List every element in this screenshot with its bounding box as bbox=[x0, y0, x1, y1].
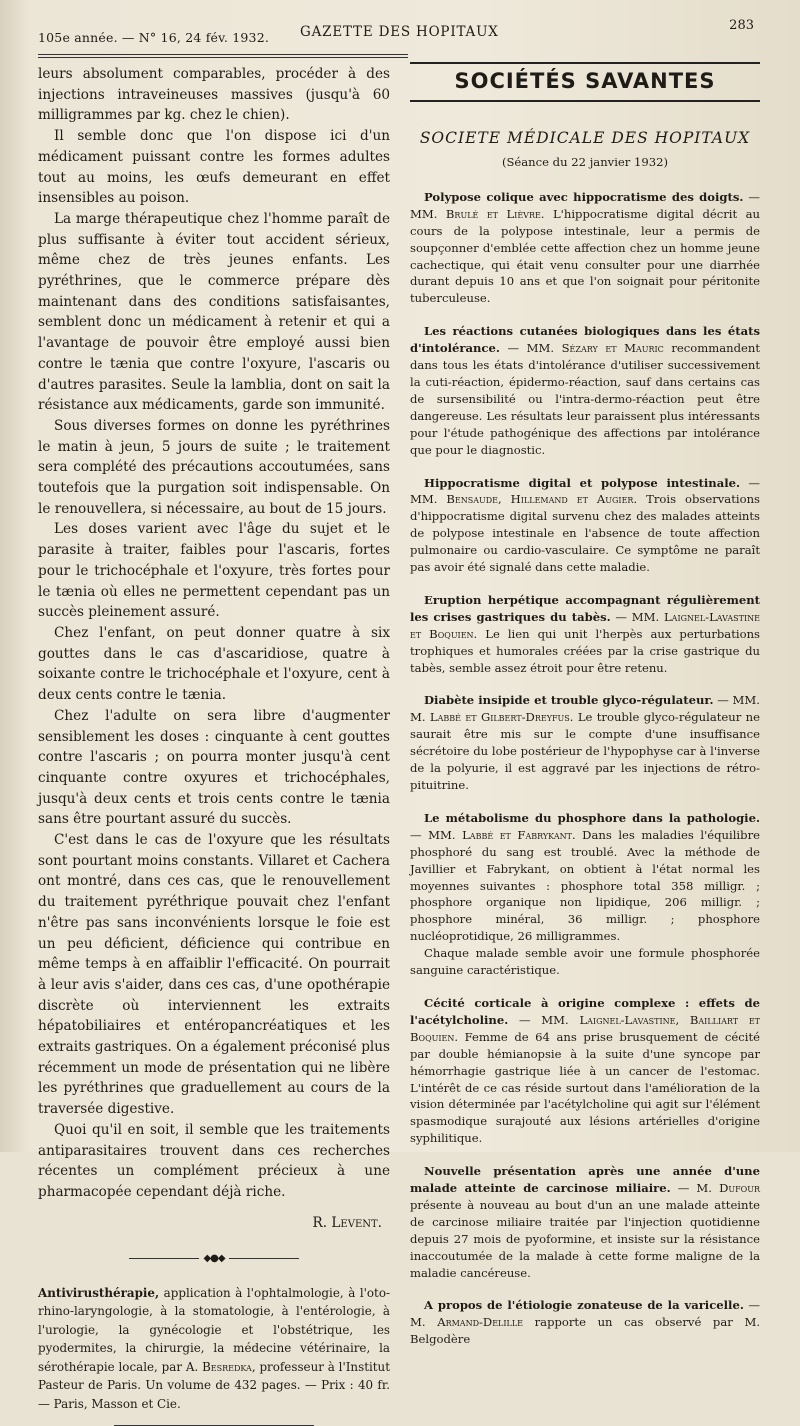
communication-prefix: — M. bbox=[410, 1298, 760, 1330]
society-name: SOCIETE MÉDICALE DES HOPITAUX bbox=[419, 129, 751, 147]
issue-info: 105e année. — N° 16, 24 fév. 1932. bbox=[38, 30, 270, 45]
paragraph: Il semble donc que l'on dispose ici d'un médicament puissant contre les formes adultes tout au moins, les œufs demeurant en effet insensibles au poison. bbox=[38, 128, 390, 207]
communication-prefix: — MM. bbox=[410, 189, 761, 221]
communication-entry bbox=[410, 475, 760, 576]
communication-authors: Armand-Delille bbox=[437, 1315, 523, 1330]
right-column bbox=[410, 62, 760, 1364]
communication-title: Le métabolisme du phosphore dans la pathologie. bbox=[424, 810, 760, 825]
communication-prefix: — MM. bbox=[610, 609, 664, 624]
communication-authors: Laignel-Lavastine, Bailliart et Boquien. bbox=[410, 1012, 760, 1044]
communication-text: Dans les maladies l'équilibre phosphoré du sang est troublé. Avec la méthode de Javillier et Fabrykant, on obtient à l'état normal les moyennes suivantes : phosphore total 358 milligr. ; phosphore organique non lipidique, 206 milligr. ; phosphore minéral, 36 milligr. ; phosphore nucléoprotidique, 26 milligrammes. bbox=[410, 827, 760, 944]
paragraph: Chez l'enfant, on peut donner quatre à six gouttes dans le cas d'ascaridiose, quatre à soixante contre le trichocéphale et l'oxyure, cent à deux cents contre le tænia. bbox=[38, 624, 390, 704]
communication-title: Nouvelle présentation après une année d'une malade atteinte de carcinose miliaire. bbox=[410, 1164, 760, 1196]
communication-prefix: — MM. bbox=[410, 475, 761, 507]
communication-entry bbox=[410, 810, 760, 945]
communication-title: Hippocratisme digital et polypose intestinale. bbox=[424, 475, 741, 490]
communication-authors: Bensaude, Hillemand et Augier. bbox=[446, 492, 638, 507]
communication-authors: Brulé et Lièvre. bbox=[445, 206, 545, 221]
communications-list bbox=[410, 189, 760, 1348]
communication-entry bbox=[410, 1297, 760, 1348]
author-signature: R. Levent. bbox=[312, 1214, 382, 1231]
paragraph: La marge thérapeutique chez l'homme paraît de plus suffisante à éviter tout accident sérieux, même chez de très jeunes enfants. Les pyréthrines, que le commerce prépare dès maintenant dans des conditions satisfaisantes, semblent donc un médicament à retenir et qui a l'avantage de pouvoir être employé aussi bien contre le tænia que contre l'oxyure, l'ascaris ou d'autres parasites. Seule la lamblia, dont on sait la résistance aux médicaments, garde son immunité. bbox=[38, 210, 390, 414]
communication-entry bbox=[410, 692, 760, 793]
communication-authors: Sézary et Mauric bbox=[561, 341, 664, 356]
communication-entry bbox=[410, 189, 760, 307]
communication-authors: Dufour bbox=[719, 1181, 760, 1196]
communication-prefix: — MM. bbox=[499, 341, 562, 356]
communication-authors: Laignel-Lavastine et Boquien. bbox=[410, 609, 760, 641]
header-rule bbox=[38, 57, 408, 58]
section-title: SOCIÉTÉS SAVANTES bbox=[454, 69, 716, 93]
communication-title: A propos de l'étiologie zonateuse de la varicelle. bbox=[424, 1298, 744, 1313]
separator-ornament: ◆●◆ bbox=[38, 1249, 390, 1270]
header-rule bbox=[38, 54, 408, 55]
notice-author: A. Besredka bbox=[185, 1359, 252, 1374]
communication-text: recommandent dans tous les états d'intolérance d'utiliser successivement la cuti-réaction, épidermo-réaction, sauf dans certains cas de sursensibilité ou l'intra-dermo-réaction peut être dangereuse. Les résultats leur paraissent plus intéressants pour l'étude pathogénique des affections par intolérance que pour le diagnostic. bbox=[410, 341, 761, 457]
notice-title: Antivirusthérapie, bbox=[38, 1286, 160, 1301]
page-number: 283 bbox=[729, 18, 754, 33]
session-date: (Séance du 22 janvier 1932) bbox=[501, 155, 669, 169]
left-column bbox=[38, 64, 390, 1426]
paragraph: Sous diverses formes on donne les pyréthrines le matin à jeun, 5 jours de suite ; le traitement sera complété des précautions accoutumées, sans toutefois que la purgation soit indispensable. On le renouvellera, si nécessaire, au bout de 15 jours. bbox=[38, 417, 390, 517]
communication-authors: M. Labbé et Gilbert-Dreyfus. bbox=[410, 710, 574, 725]
communication-text: présente à nouveau au bout d'un an une malade atteinte de carcinose miliaire traitée par l'injection quotidienne depuis 27 mois de pyoformine, et insiste sur la résistance inaccoutumée de la malade à cette forme maligne de la maladie cancéreuse. bbox=[410, 1197, 760, 1280]
paragraph: Les doses varient avec l'âge du sujet et le parasite à traiter, faibles pour l'ascaris, fortes pour le trichocéphale et l'oxyure, très fortes pour le tænia où elles ne permettent cependant pas un succès pleinement assuré. bbox=[38, 521, 390, 621]
communication-prefix: — M. bbox=[670, 1181, 720, 1196]
communication-title: Polypose colique avec hippocratisme des doigts. bbox=[424, 189, 744, 204]
paragraph: leurs absolument comparables, procéder à des injections intraveineuses massives (jusqu'à 60 milligrammes par kg. chez le chien). bbox=[38, 66, 390, 124]
communication-entry bbox=[410, 995, 760, 1147]
communication-text: Trois observations d'hippocratisme digital survenu chez des malades atteints de polypose intestinale en l'absence de toute affection pulmonaire ou cardio-vasculaire. Ce symptôme ne paraît pas avoir été signalé dans cette maladie. bbox=[410, 492, 760, 575]
communication-prefix: — MM. bbox=[410, 827, 463, 842]
page-header bbox=[38, 18, 756, 54]
communication-authors: Labbé et Fabrykant. bbox=[462, 827, 576, 842]
paragraph: C'est dans le cas de l'oxyure que les résultats sont pourtant moins constants. Villaret et Cachera ont montré, dans ces cas, que le renouvellement du traitement pyréthrique pouvait chez l'enfant n'être pas sans inconvénients lorsque le foie est un peu déficient, déficience qui contribue en même temps à en affaiblir l'efficacité. On pourrait à leur avis s'aider, dans ces cas, d'une opothérapie discrète où interviennent les extraits hépatobiliaires et entéropancréatiques et les extraits gastriques. On a également préconisé plus récemment un mode de présentation qui ne libère les pyréthrines que graduellement au cours de la traversée digestive. bbox=[38, 832, 390, 1118]
communication-extra: Chaque malade semble avoir une formule phosphorée sanguine caractéristique. bbox=[410, 946, 760, 978]
communication-title: Les réactions cutanées biologiques dans les états d'intolérance. bbox=[410, 324, 760, 356]
section-header bbox=[410, 62, 760, 102]
communication-title: Cécité corticale à origine complexe : effets de l'acétylcholine. bbox=[410, 995, 760, 1027]
notice-text: application à l'ophtalmologie, à l'oto-rhino-laryngologie, à la stomatologie, à l'entérologie, à l'urologie, la gynécologie et l'obstétrique, les pyodermites, la chirurgie, la médecine vétérinaire, la sérothérapie locale, par bbox=[38, 1286, 390, 1374]
communication-prefix: — MM. bbox=[508, 1012, 580, 1027]
communication-prefix: — MM. bbox=[713, 693, 760, 708]
communication-text: L'hippocratisme digital décrit au cours de la polypose intestinale, leur a permis de soupçonner d'emblée cette affection chez un homme jeune cachectique, qui était venu consulter pour une diarrhée durant depuis 10 ans et que l'on soignait pour péritonite tuberculeuse. bbox=[410, 206, 760, 306]
journal-title: GAZETTE DES HOPITAUX bbox=[300, 24, 499, 40]
communication-title: Eruption herpétique accompagnant régulièrement les crises gastriques du tabès. bbox=[410, 592, 760, 624]
notice-tail: , professeur à l'Institut Pasteur de Paris. Un volume de 432 pages. — Prix : 40 fr. — Paris, Masson et Cie. bbox=[38, 1359, 390, 1411]
communication-text: Le trouble glyco-régulateur ne saurait être mis sur le compte d'une insuffisance sécrétoire du lobe postérieur de l'hypophyse car à l'inverse de la polyurie, il est aggravé par les injections de rétro-pituitrine. bbox=[410, 710, 760, 792]
communication-text: Femme de 64 ans prise brusquement de cécité par double hémianopsie à la suite d'une syncope par hémorrhagie gastrique liée à un cancer de l'estomac. L'intérêt de ce cas réside surtout dans l'amélioration de la vision déterminée par l'acétylcholine qui agit sur l'élément spasmodique surajouté aux lésions artérielles d'origine syphilitique. bbox=[410, 1029, 760, 1146]
book-notice bbox=[38, 1284, 390, 1413]
communication-title: Diabète insipide et trouble glyco-régulateur. bbox=[424, 693, 714, 708]
communication-text: Le lien qui unit l'herpès aux perturbations trophiques et humorales créées par la crise gastrique du tabès, semble assez étroit pour être retenu. bbox=[410, 626, 760, 675]
paragraph: Quoi qu'il en soit, il semble que les traitements antiparasitaires trouvent dans ces recherches récentes un complément précieux à une pharmacopée cependant déjà riche. bbox=[38, 1121, 390, 1200]
communication-entry bbox=[410, 1163, 760, 1281]
communication-entry bbox=[410, 592, 760, 677]
paragraph: Chez l'adulte on sera libre d'augmenter sensiblement les doses : cinquante à cent gouttes contre l'ascaris ; on pourra monter jusqu'à cent cinquante contre oxyures et trichocéphales, jusqu'à deux cents et trois cents contre le tænia sans être pourtant assuré du succès. bbox=[38, 707, 390, 828]
communication-text: rapporte un cas observé par M. Belgodère bbox=[410, 1315, 761, 1347]
communication-entry bbox=[410, 323, 760, 458]
